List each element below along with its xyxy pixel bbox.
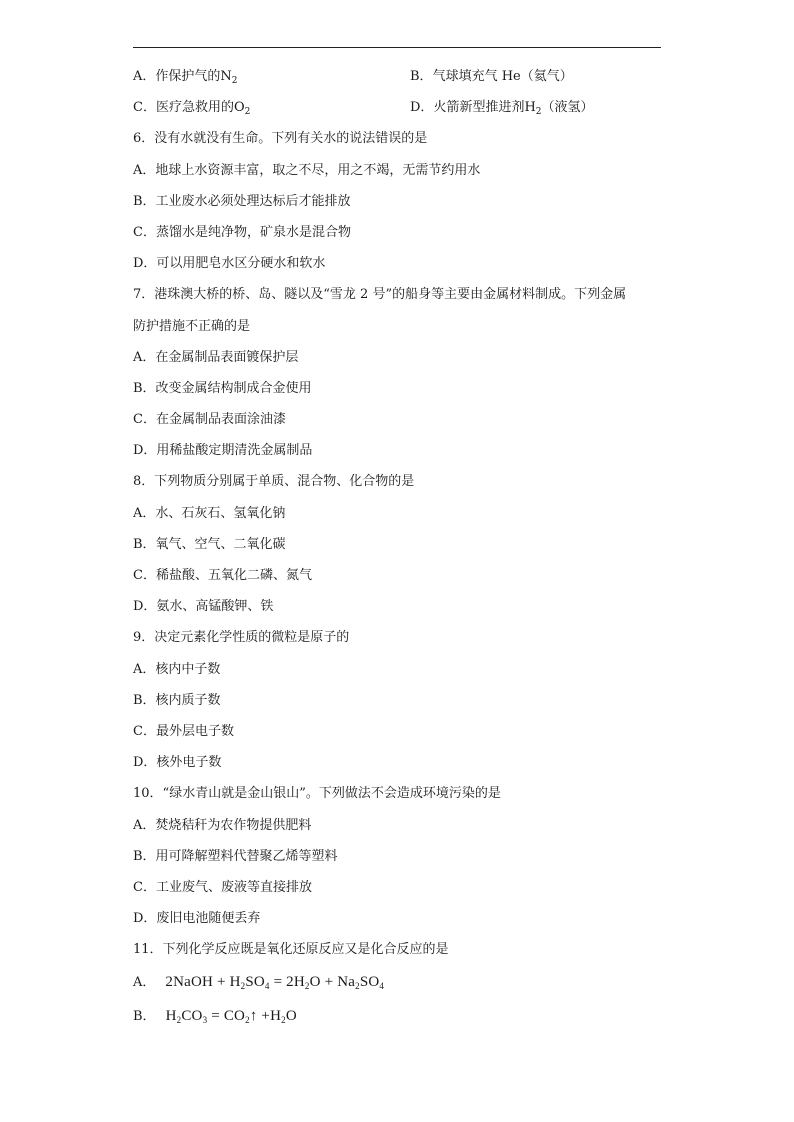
q5-option-row-2 xyxy=(133,92,693,123)
formula-part: 2NaOH + H xyxy=(165,974,241,991)
option-letter: A． xyxy=(133,69,156,84)
subscript: 2 xyxy=(244,107,251,118)
q10-stem: 10．“绿水青山就是金山银山”。下列做法不会造成环境污染的是 xyxy=(133,786,501,802)
chemical-equation xyxy=(166,1008,297,1024)
subscript: 4 xyxy=(264,981,270,992)
q5-option-b xyxy=(410,61,687,92)
formula-part: = 2H xyxy=(269,974,305,991)
q8-option-a: A．水、石灰石、氢氧化钠 xyxy=(133,505,286,521)
option-text: 作保护气的N xyxy=(155,69,232,84)
subscript: 2 xyxy=(240,981,246,992)
subscript: 2 xyxy=(245,1015,250,1026)
q8-option-c: C．稀盐酸、五氧化二磷、氮气 xyxy=(133,568,312,583)
q10-option-a: A．焚烧秸秆为农作物提供肥料 xyxy=(133,817,312,833)
q6-option-a: A．地球上水资源丰富，取之不尽，用之不竭，无需节约用水 xyxy=(133,162,481,178)
q11-stem: 11．下列化学反应既是氧化还原反应又是化合反应的是 xyxy=(133,942,449,958)
question-body xyxy=(133,61,693,1033)
formula-part: O + Na xyxy=(309,974,356,991)
formula-part: O xyxy=(285,1008,297,1025)
q7-option-a: A．在金属制品表面镀保护层 xyxy=(133,349,299,365)
chemical-equation xyxy=(165,974,384,990)
gas-arrow-icon: ↑ xyxy=(249,1008,258,1025)
q7-option-c: C．在金属制品表面涂油漆 xyxy=(133,412,286,428)
q7-option-b: B．改变金属结构制成合金使用 xyxy=(133,380,312,396)
subscript: 4 xyxy=(379,981,385,992)
q6-option-b: B．工业废水必须处理达标后才能排放 xyxy=(133,193,351,209)
q7-stem-line-1: 7．港珠澳大桥的桥、岛、隧以及“雪龙 2 号”的船身等主要由金属材料制成。下列金属 xyxy=(133,287,627,303)
q8-stem: 8．下列物质分别属于单质、混合物、化合物的是 xyxy=(133,474,415,490)
option-letter: D． xyxy=(410,100,434,116)
q10-option-c: C．工业废气、废液等直接排放 xyxy=(133,879,312,895)
subscript: 2 xyxy=(304,981,310,992)
option-text: 医疗急救用的O xyxy=(155,100,245,116)
subscript: 2 xyxy=(535,107,542,118)
q8-option-b: B．氧气、空气、二氧化碳 xyxy=(133,536,286,552)
q7-stem-line-2: 防护措施不正确的是 xyxy=(133,318,251,334)
option-letter: A． xyxy=(133,975,156,991)
q6-stem: 6．没有水就没有生命。下列有关水的说法错误的是 xyxy=(133,131,428,147)
q8-option-d: D．氨水、高锰酸钾、铁 xyxy=(133,599,274,615)
q5-option-a xyxy=(133,61,410,92)
formula-part: CO xyxy=(181,1008,203,1025)
formula-part: = CO xyxy=(207,1008,246,1025)
option-text: 火箭新型推进剂H xyxy=(433,100,536,116)
q9-option-d: D．核外电子数 xyxy=(133,755,222,771)
q11-option-b xyxy=(133,999,693,1033)
subscript: 3 xyxy=(202,1015,208,1026)
q5-option-c xyxy=(133,92,410,123)
q9-option-c: C．最外层电子数 xyxy=(133,723,234,739)
q9-stem: 9．决定元素化学性质的微粒是原子的 xyxy=(133,630,350,646)
formula-part: +H xyxy=(257,1008,282,1025)
q11-option-a xyxy=(133,965,693,999)
option-letter: B． xyxy=(410,69,433,84)
q7-option-d: D．用稀盐酸定期清洗金属制品 xyxy=(133,443,313,459)
subscript: 2 xyxy=(176,1015,182,1026)
option-text: （液氢） xyxy=(541,100,594,116)
q6-option-d: D．可以用肥皂水区分硬水和软水 xyxy=(133,256,326,272)
formula-part: SO xyxy=(245,974,265,991)
q5-option-d xyxy=(410,92,687,123)
q9-option-a: A．核内中子数 xyxy=(133,661,221,677)
header-rule xyxy=(133,47,661,48)
q9-option-b: B．核内质子数 xyxy=(133,692,221,708)
q6-option-c: C．蒸馏水是纯净物，矿泉水是混合物 xyxy=(133,224,351,240)
formula-part: H xyxy=(165,1008,177,1025)
subscript: 2 xyxy=(355,981,360,992)
subscript: 2 xyxy=(231,76,238,86)
option-letter: B． xyxy=(133,1009,156,1025)
option-letter: C． xyxy=(133,100,156,116)
option-text: 气球填充气 He（氦气） xyxy=(432,69,573,84)
q5-option-row-1 xyxy=(133,61,693,92)
formula-part: SO xyxy=(359,974,380,991)
subscript: 2 xyxy=(281,1015,286,1026)
q10-option-d: D．废旧电池随便丢弃 xyxy=(133,911,261,927)
q10-option-b: B．用可降解塑料代替聚乙烯等塑料 xyxy=(133,848,338,864)
